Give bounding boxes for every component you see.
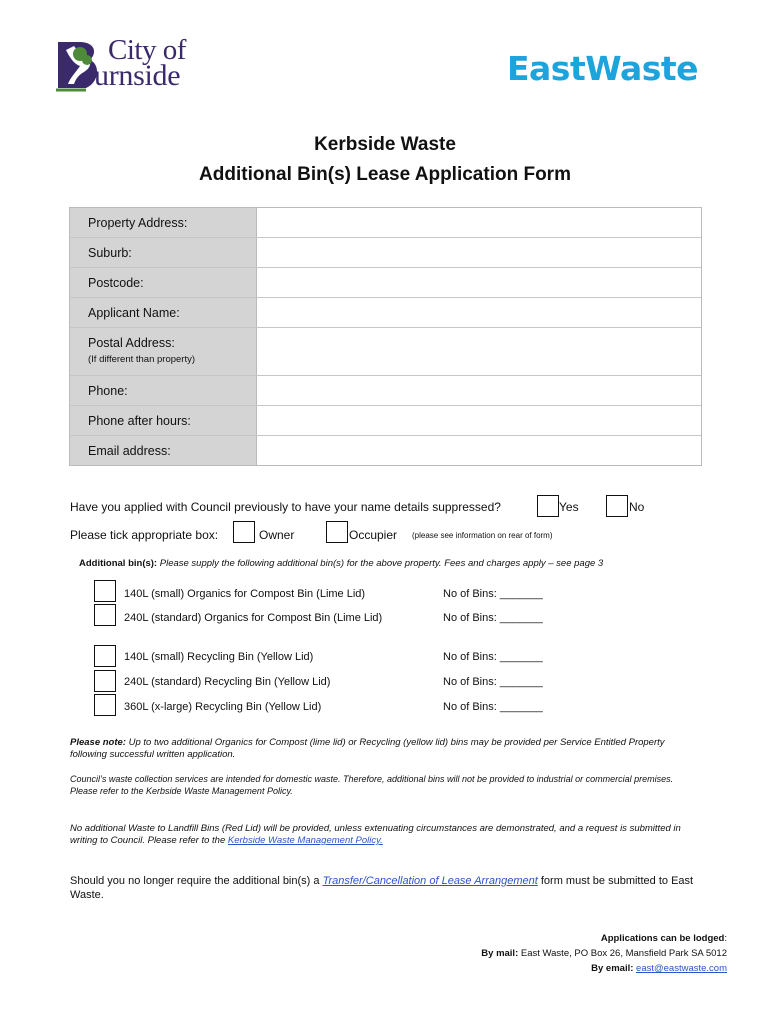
postal-address-label-group xyxy=(70,328,256,375)
please-note-text: Up to two additional Organics for Compost (lime lid) or Recycling (yellow lid) bins may be provided per Service Entitled Property following successful written application. xyxy=(70,737,665,760)
lodge-mail-label: By mail: xyxy=(481,948,519,959)
kerbside-policy-link[interactable]: Kerbside Waste Management Policy. xyxy=(227,835,383,846)
field-sublabel: (If different than property) xyxy=(88,354,196,365)
postal-address-input[interactable] xyxy=(256,328,701,375)
field-label: Suburb: xyxy=(70,238,256,267)
rear-info-note: (please see information on rear of form) xyxy=(412,531,553,540)
owner-checkbox[interactable] xyxy=(233,521,255,543)
suburb-input[interactable] xyxy=(256,238,701,267)
suppression-no-label: No xyxy=(629,500,645,514)
bin-option-label: 140L (small) Organics for Compost Bin (Lime Lid) xyxy=(124,588,366,600)
field-label: Email address: xyxy=(70,436,256,465)
additional-bins-label: Additional bin(s): xyxy=(79,558,158,569)
lodge-mail-line xyxy=(481,948,727,959)
field-label: Postal Address: xyxy=(88,336,175,350)
field-label: Postcode: xyxy=(70,268,256,297)
east-waste-logo-part2: Waste xyxy=(585,49,699,88)
field-label: Phone after hours: xyxy=(70,406,256,435)
east-waste-logo xyxy=(507,50,727,88)
field-row-applicant-name xyxy=(70,297,701,327)
transfer-cancellation-link[interactable]: Transfer/Cancellation of Lease Arrangement xyxy=(322,875,538,887)
applicant-details-table xyxy=(69,207,702,466)
field-row-property-address xyxy=(70,208,701,237)
field-row-postcode xyxy=(70,267,701,297)
form-title-line2: Additional Bin(s) Lease Application Form xyxy=(199,164,571,185)
tick-prompt: Please tick appropriate box: xyxy=(70,528,219,542)
email-address-input[interactable] xyxy=(256,436,701,465)
additional-bins-intro xyxy=(79,558,603,569)
bin-count-field[interactable]: No of Bins: _______ xyxy=(443,676,543,688)
occupier-label: Occupier xyxy=(349,528,398,542)
applicant-name-input[interactable] xyxy=(256,298,701,327)
bin-140l-organics-checkbox[interactable] xyxy=(94,580,116,602)
additional-bins-text: Please supply the following additional bin(s) for the above property. Fees and charges apply – see page 3 xyxy=(159,558,604,569)
east-waste-logo-part1: East xyxy=(507,49,586,88)
city-of-burnside-logo xyxy=(56,36,231,96)
field-label: Phone: xyxy=(70,376,256,405)
lodge-heading: Applications can be lodged xyxy=(600,933,725,944)
bin-240l-organics-checkbox[interactable] xyxy=(94,604,116,626)
lodge-email-link[interactable]: east@eastwaste.com xyxy=(636,963,727,974)
bin-count-field[interactable]: No of Bins: _______ xyxy=(443,701,543,713)
transfer-text-before: Should you no longer require the additional bin(s) a xyxy=(70,875,323,887)
please-note-paragraph xyxy=(70,737,700,761)
lodge-heading-line xyxy=(601,933,727,944)
bin-count-field[interactable]: No of Bins: _______ xyxy=(443,588,543,600)
property-address-input[interactable] xyxy=(256,208,701,237)
occupier-checkbox[interactable] xyxy=(326,521,348,543)
landfill-text: No additional Waste to Landfill Bins (Red Lid) will be provided, unless extenuating circumstances are demonstrated, and a request is submitted in writing to Council. Please refer to the xyxy=(70,823,681,846)
phone-input[interactable] xyxy=(256,376,701,405)
suppression-no-checkbox[interactable] xyxy=(606,495,628,517)
suppression-yes-label: Yes xyxy=(559,500,579,514)
bin-140l-recycling-checkbox[interactable] xyxy=(94,645,116,667)
form-title-line1: Kerbside Waste xyxy=(314,134,456,155)
field-row-suburb xyxy=(70,237,701,267)
council-name-line2: urnside xyxy=(94,59,181,92)
field-row-phone-after-hours xyxy=(70,405,701,435)
bin-count-field[interactable]: No of Bins: _______ xyxy=(443,651,543,663)
suppression-question: Have you applied with Council previously to have your name details suppressed? xyxy=(70,500,501,514)
bin-option-label: 240L (standard) Organics for Compost Bin (Lime Lid) xyxy=(124,612,383,624)
bin-option-label: 140L (small) Recycling Bin (Yellow Lid) xyxy=(124,651,314,663)
field-row-postal-address xyxy=(70,327,701,375)
bin-360l-recycling-checkbox[interactable] xyxy=(94,694,116,716)
bin-240l-recycling-checkbox[interactable] xyxy=(94,670,116,692)
lodge-email-line xyxy=(591,963,727,974)
please-note-label: Please note: xyxy=(70,737,126,748)
lodge-email-label: By email: xyxy=(591,963,634,974)
postcode-input[interactable] xyxy=(256,268,701,297)
field-row-phone xyxy=(70,375,701,405)
transfer-text-after: form must be submitted to East Waste. xyxy=(70,875,694,901)
owner-label: Owner xyxy=(259,528,295,542)
lodge-heading-colon: : xyxy=(724,933,727,944)
field-label: Property Address: xyxy=(70,208,256,237)
field-row-email xyxy=(70,435,701,465)
transfer-paragraph xyxy=(70,874,700,902)
phone-after-hours-input[interactable] xyxy=(256,406,701,435)
domestic-waste-paragraph: Council’s waste collection services are intended for domestic waste. Therefore, additional bins will not be provided to industrial or commercial premises. Please refer to the Kerbside Waste Management Policy. xyxy=(70,774,674,796)
landfill-paragraph xyxy=(70,823,700,847)
field-label: Applicant Name: xyxy=(70,298,256,327)
bin-option-label: 360L (x-large) Recycling Bin (Yellow Lid) xyxy=(124,701,322,713)
bin-option-label: 240L (standard) Recycling Bin (Yellow Lid) xyxy=(124,676,331,688)
suppression-yes-checkbox[interactable] xyxy=(537,495,559,517)
council-name-line1: City of xyxy=(108,34,186,66)
bin-count-field[interactable]: No of Bins: _______ xyxy=(443,612,543,624)
lodge-mail-value: East Waste, PO Box 26, Mansfield Park SA 5012 xyxy=(518,948,727,959)
